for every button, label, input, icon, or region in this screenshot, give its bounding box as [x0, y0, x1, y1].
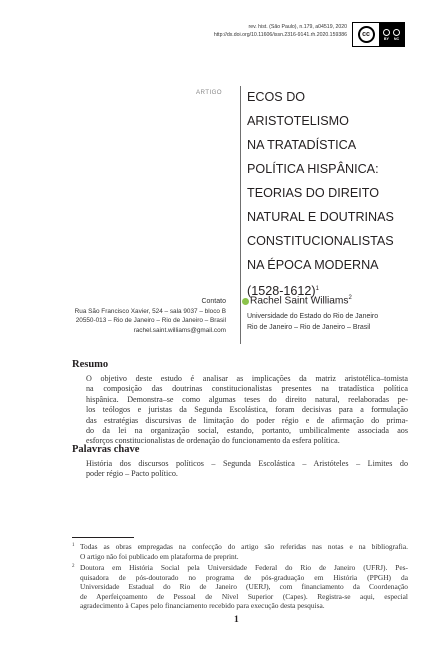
abstract-line: esforços constitucionalistas de ordenação do funcionamento da esfera política. — [86, 436, 340, 446]
footnote-line: de Aperfeiçoamento de Pessoal de Nível Superior (Capes). Registra-se aqui, especial — [80, 591, 408, 601]
abstract-line: na composição das doutrinas constitucionalistas presentes na tratadística política — [86, 384, 408, 394]
keywords-line: poder régio – Pacto político. — [86, 469, 178, 479]
author-name — [250, 295, 352, 306]
contact-email[interactable]: rachel.saint.williams@gmail.com — [133, 326, 226, 334]
footnote-line: agradecimento à Capes pelo financiamento recebido para execução desta pesquisa. — [80, 601, 325, 611]
journal-header — [214, 23, 347, 39]
title-line: ECOS DO ARISTOTELISMO — [247, 90, 349, 128]
noncommercial-icon — [393, 29, 400, 36]
footnote-2 — [72, 563, 408, 611]
author-affiliation — [247, 311, 378, 333]
abstract-line: do da lei na organização social, estando, portanto, umbilicalmente associada aos — [86, 426, 408, 436]
cc-license-badge[interactable] — [352, 22, 405, 47]
nc-label: NC — [393, 36, 400, 41]
footnote-line: O artigo não foi publicado em plataforma de preprint. — [80, 551, 239, 561]
title-line-text: (1528-1612) — [247, 284, 316, 299]
journal-citation: rev. hist. (São Paulo), n.179, a04519, 2020 — [248, 24, 347, 30]
footnote-mark: 2 — [72, 564, 75, 569]
footnote-rule — [72, 537, 134, 538]
keywords-text — [86, 459, 408, 480]
orcid-icon[interactable] — [242, 298, 249, 305]
affiliation-line: Universidade do Estado do Rio de Janeiro — [247, 313, 379, 320]
contact-block — [75, 297, 226, 335]
doi-link[interactable]: http://dx.doi.org/10.11606/issn.2316-9141.rh.2020.159386 — [213, 32, 347, 38]
article-title — [247, 85, 407, 303]
title-line: TEORIAS DO DIREITO — [247, 186, 380, 200]
title-rule — [240, 86, 241, 344]
title-footnote-ref[interactable]: 1 — [315, 286, 319, 292]
attribution-icon — [383, 29, 390, 36]
contact-heading: Contato — [201, 298, 226, 305]
abstract-heading: Resumo — [72, 359, 109, 370]
footnote-line: quisadora de pós-doutorado no programa de pós-graduação em História (PPGH) da — [80, 572, 408, 582]
contact-address-line: Rua São Francisco Xavier, 524 – sala 9037 – bloco B — [74, 307, 226, 315]
title-line: NA ÉPOCA MODERNA — [247, 258, 379, 272]
footnote-line: Todas as obras empregadas na confecção do artigo são referidas nas notas e na bibliografia. — [80, 542, 408, 551]
abstract-line: O objetivo deste estudo é analisar as implicações da matriz aristotélica–tomista — [86, 374, 408, 383]
footnote-line: Universidade Estadual do Rio de Janeiro (UERJ), com financiamento da Coordenação — [80, 582, 408, 592]
title-line: CONSTITUCIONALISTAS — [247, 234, 394, 248]
contact-address-line: 20550-013 – Rio de Janeiro – Rio de Janeiro – Brasil — [75, 317, 226, 325]
footnote-1 — [72, 542, 408, 561]
abstract-line: das estratégias discursivas de limitação do poder régio e de afirmação do prima- — [86, 415, 408, 425]
title-line: NA TRATADÍSTICA — [247, 138, 357, 152]
title-line: NATURAL E DOUTRINAS — [247, 210, 394, 224]
author-name-text: Rachel Saint Williams — [250, 295, 349, 307]
section-label: ARTIGO — [196, 89, 223, 96]
creative-commons-icon: cc — [358, 26, 375, 43]
abstract-text — [86, 374, 408, 447]
by-label: BY — [383, 36, 389, 41]
abstract-line: los teólogos e juristas da Segunda Escolástica, foram decisivas para a formulação — [86, 405, 408, 415]
keywords-heading: Palavras chave — [72, 444, 140, 455]
abstract-line: hispânica. Demonstra–se como algumas teses do direito natural, reelaboradas pe- — [86, 394, 408, 404]
page-number: 1 — [234, 615, 239, 625]
footnote-mark: 1 — [72, 543, 75, 548]
author-footnote-ref[interactable]: 2 — [348, 295, 352, 301]
title-line: POLÍTICA HISPÂNICA: — [247, 162, 379, 176]
keywords-line: História dos discursos políticos – Segunda Escolástica – Aristóteles – Limites do — [86, 459, 408, 468]
footnote-line: Doutora em História Social pela Universidade Federal do Rio de Janeiro (UFRJ). Pes- — [80, 563, 408, 572]
affiliation-line: Rio de Janeiro – Rio de Janeiro – Brasil — [247, 324, 371, 331]
